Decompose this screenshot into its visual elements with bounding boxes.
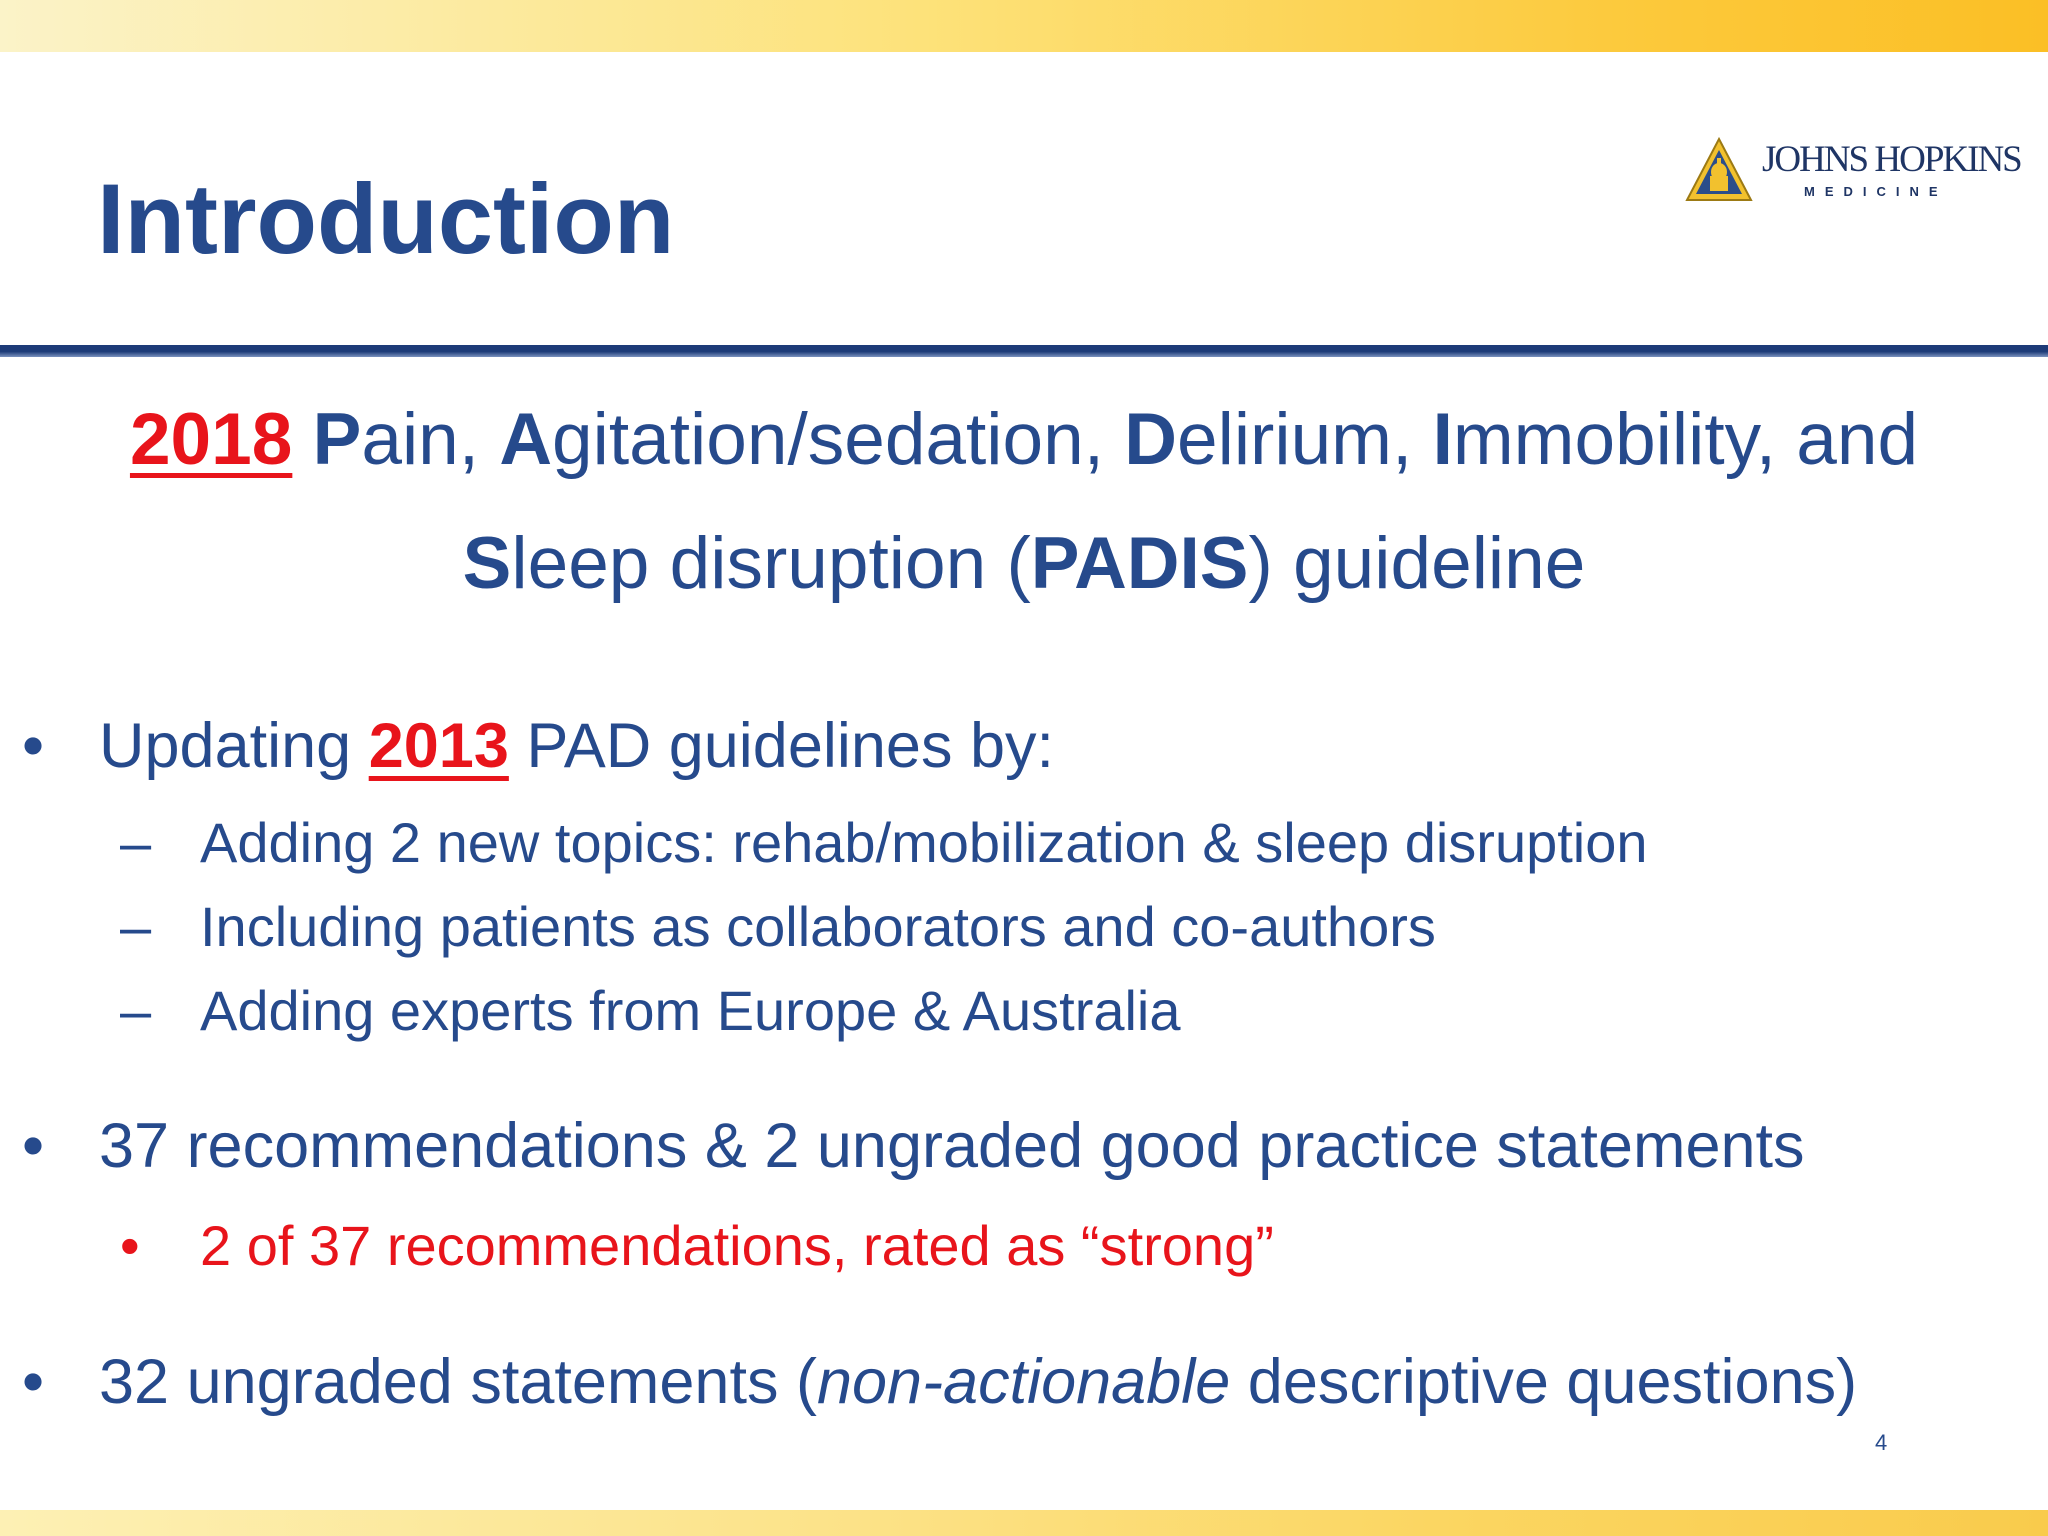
slide-title: Introduction (97, 163, 675, 274)
bullet-text-post: PAD guidelines by: (508, 711, 1054, 781)
subtitle-s: S (462, 523, 512, 604)
subtitle-i: I (1432, 399, 1453, 480)
subtitle-tail: ) guideline (1248, 523, 1586, 604)
subtitle-p: P (312, 399, 362, 480)
bullet-text-post: descriptive questions) (1230, 1347, 1858, 1417)
bottom-gold-band (0, 1510, 2048, 1536)
bullet-year: 2013 (368, 711, 509, 781)
dash-marker: – (120, 811, 152, 874)
bullet-text (99, 712, 1054, 781)
subtitle-delirium: elirium, (1177, 399, 1433, 480)
bullet-text-italic: non-actionable (816, 1347, 1231, 1417)
dash-marker: – (120, 895, 152, 958)
page-number: 4 (1875, 1430, 1888, 1455)
sub-item-text: Adding 2 new topics: rehab/mobilization & sleep disruption (200, 811, 1648, 874)
subtitle-pain: ain, (361, 399, 500, 480)
sub-item-text: 2 of 37 recommendations, rated as “strong” (200, 1214, 1274, 1277)
dash-marker: – (120, 979, 152, 1042)
subtitle-acronym: PADIS (1030, 523, 1249, 604)
slide-subtitle (0, 378, 2048, 626)
bullet-marker: • (22, 1111, 45, 1181)
subtitle-sleep: leep disruption ( (511, 523, 1031, 604)
subtitle-year: 2018 (129, 399, 293, 480)
johns-hopkins-logo (1684, 132, 2021, 212)
sub-item-text: Including patients as collaborators and co-authors (200, 895, 1436, 958)
subtitle-immobility: mmobility, and (1452, 399, 1919, 480)
logo-subtext: MEDICINE (1804, 184, 1948, 199)
subtitle-d: D (1124, 399, 1178, 480)
bullet-marker: • (120, 1214, 140, 1277)
bullet-text-pre: 32 ungraded statements ( (99, 1347, 817, 1417)
sub-item-text: Adding experts from Europe & Australia (200, 979, 1181, 1042)
bullet-marker: • (22, 1347, 45, 1417)
top-gold-band (0, 0, 2048, 52)
bullet-text (99, 1348, 1857, 1417)
bullet-text: 37 recommendations & 2 ungraded good practice statements (99, 1111, 1805, 1181)
dome-shield-icon (1684, 136, 1754, 206)
subtitle-a: A (499, 399, 553, 480)
bullet-marker: • (22, 711, 45, 781)
subtitle-agitation: gitation/sedation, (552, 399, 1125, 480)
bullet-text-pre: Updating (99, 711, 369, 781)
logo-wordmark: JOHNS HOPKINS (1762, 139, 2021, 180)
header-divider (0, 345, 2048, 357)
